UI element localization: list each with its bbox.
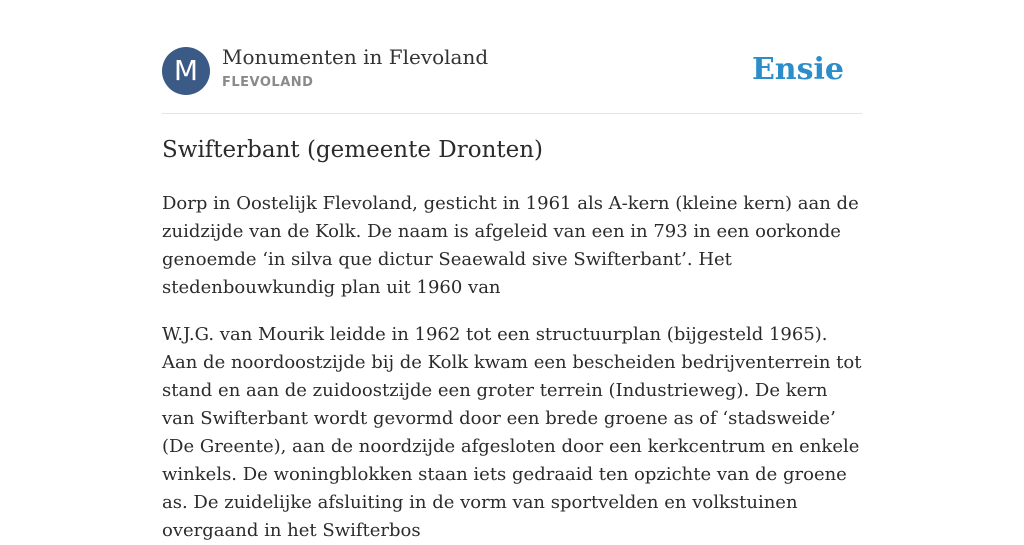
ensie-logo[interactable]: Ensie <box>751 52 844 87</box>
article-paragraph-2: W.J.G. van Mourik leidde in 1962 tot een structuurplan (bijgesteld 1965). Aan de noordoostzijde bij de Kolk kwam een bescheiden bedrijventerrein tot stand en aan de zuidoostzijde een groter terrein (Industrieweg). De kern van Swifterbant wordt gevormd door een brede groene as of ‘stadsweide’ (De Greente), aan de noordzijde afgesloten door een kerkcentrum en enkele winkels. De woningblokken staan iets gedraaid ten opzichte van de groene as. De zuidelijke afsluiting in de vorm van sportvelden en volkstuinen overgaand in het Swifterbos <box>162 324 862 541</box>
content-container <box>162 0 862 541</box>
article-paragraph-1: Dorp in Oostelijk Flevoland, gesticht in 1961 als A-kern (kleine kern) aan de zuidzijde van de Kolk. De naam is afgeleid van een in 793 in een oorkonde genoemde ‘in silva que dictur Seaewald sive Swifterbant’. Het stedenbouwkundig plan uit 1960 van <box>162 193 859 298</box>
article-title: Swifterbant (gemeente Dronten) <box>162 137 544 163</box>
collection-title-link[interactable]: Monumenten in Flevoland <box>222 45 489 69</box>
collection-region-label[interactable]: FLEVOLAND <box>222 75 314 90</box>
collection-avatar[interactable]: M <box>162 47 210 95</box>
collection-header <box>162 0 862 114</box>
